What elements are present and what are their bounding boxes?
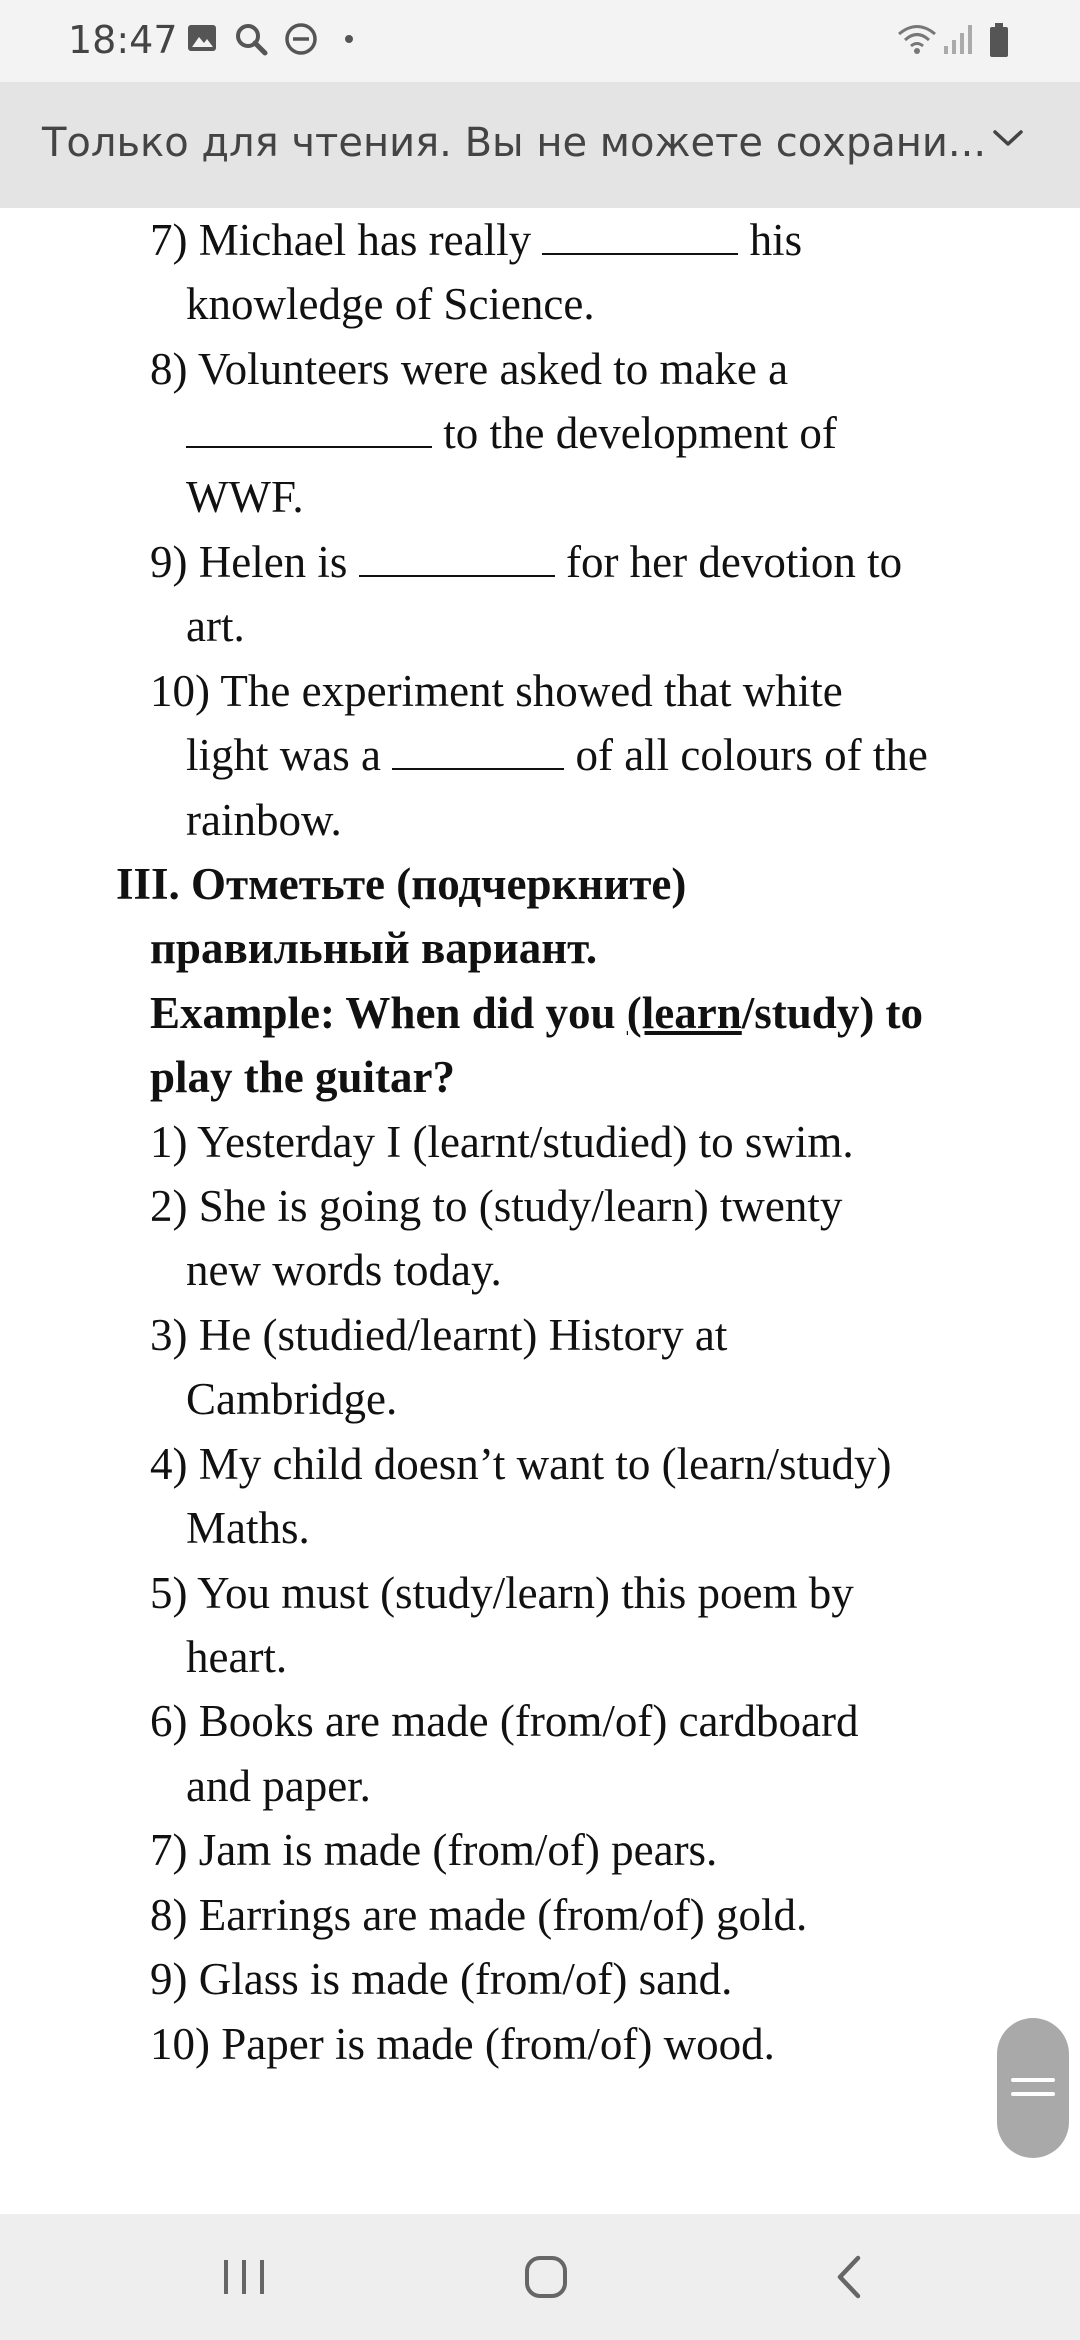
exercise-line xyxy=(186,723,928,787)
underlined-answer: (learn xyxy=(626,988,742,1038)
line-text: of all colours of the xyxy=(564,730,928,780)
exercise-line xyxy=(150,530,902,594)
example-line xyxy=(150,981,923,1045)
status-time: 18:47 xyxy=(68,18,178,62)
exercise-line: knowledge of Science. xyxy=(186,279,595,329)
document-content[interactable] xyxy=(0,208,1080,2200)
exercise-line: Maths. xyxy=(186,1503,310,1553)
line-text: 9) Helen is xyxy=(150,537,359,587)
example-line: play the guitar? xyxy=(150,1052,456,1102)
chevron-down-icon[interactable] xyxy=(990,126,1026,150)
exercise-line: 3) He (studied/learnt) History at xyxy=(150,1310,728,1360)
section-heading: правильный вариант. xyxy=(150,923,598,973)
exercise-line xyxy=(186,401,837,465)
exercise-line: 4) My child doesn’t want to (learn/study) xyxy=(150,1439,892,1489)
line-text: Example: When did you xyxy=(150,988,627,1038)
wifi-icon xyxy=(896,22,938,56)
exercise-line: 2) She is going to (study/learn) twenty xyxy=(150,1181,843,1231)
recent-apps-icon[interactable] xyxy=(164,2214,324,2340)
exercise-line: WWF. xyxy=(186,472,304,522)
navigation-bar xyxy=(0,2214,1080,2340)
dot-icon xyxy=(344,34,354,44)
exercise-line: 8) Earrings are made (from/of) gold. xyxy=(150,1890,808,1940)
line-text: light was a xyxy=(186,730,393,780)
answer-blank xyxy=(392,732,564,770)
exercise-line: Cambridge. xyxy=(186,1374,398,1424)
exercise-line xyxy=(150,208,802,272)
line-text: /study) to xyxy=(741,988,924,1038)
home-icon[interactable] xyxy=(465,2214,625,2340)
exercise-line: 9) Glass is made (from/of) sand. xyxy=(150,1954,733,2004)
back-icon[interactable] xyxy=(768,2214,928,2340)
section-heading: III. Отметьте (подчеркните) xyxy=(116,859,687,909)
search-icon xyxy=(234,22,268,56)
exercise-line: 6) Books are made (from/of) cardboard xyxy=(150,1696,859,1746)
answer-blank xyxy=(359,539,555,577)
grip-line xyxy=(1011,2092,1055,2096)
answer-blank xyxy=(186,410,432,448)
gallery-icon xyxy=(186,22,218,54)
read-only-message: Только для чтения. Вы не можете сохрани... xyxy=(42,120,987,166)
exercise-line: art. xyxy=(186,601,245,651)
line-text: to the development of xyxy=(432,408,837,458)
exercise-line: 10) Paper is made (from/of) wood. xyxy=(150,2019,775,2069)
line-text: 7) Michael has really xyxy=(150,215,543,265)
exercise-line: and paper. xyxy=(186,1761,371,1811)
do-not-disturb-icon xyxy=(284,22,318,56)
status-bar xyxy=(0,0,1080,82)
battery-icon xyxy=(988,22,1010,58)
exercise-line: 8) Volunteers were asked to make a xyxy=(150,344,789,394)
exercise-line: rainbow. xyxy=(186,795,342,845)
line-text: for her devotion to xyxy=(554,537,903,587)
exercise-line: 5) You must (study/learn) this poem by xyxy=(150,1568,854,1618)
exercise-line: 10) The experiment showed that white xyxy=(150,666,843,716)
signal-icon xyxy=(942,22,976,56)
answer-blank xyxy=(542,217,738,255)
exercise-line: new words today. xyxy=(186,1245,502,1295)
exercise-line: heart. xyxy=(186,1632,288,1682)
exercise-line: 7) Jam is made (from/of) pears. xyxy=(150,1825,718,1875)
read-only-banner[interactable] xyxy=(0,82,1080,208)
line-text: his xyxy=(738,215,803,265)
exercise-line: 1) Yesterday I (learnt/studied) to swim. xyxy=(150,1117,854,1167)
scroll-handle[interactable] xyxy=(997,2018,1069,2158)
grip-line xyxy=(1011,2078,1055,2082)
